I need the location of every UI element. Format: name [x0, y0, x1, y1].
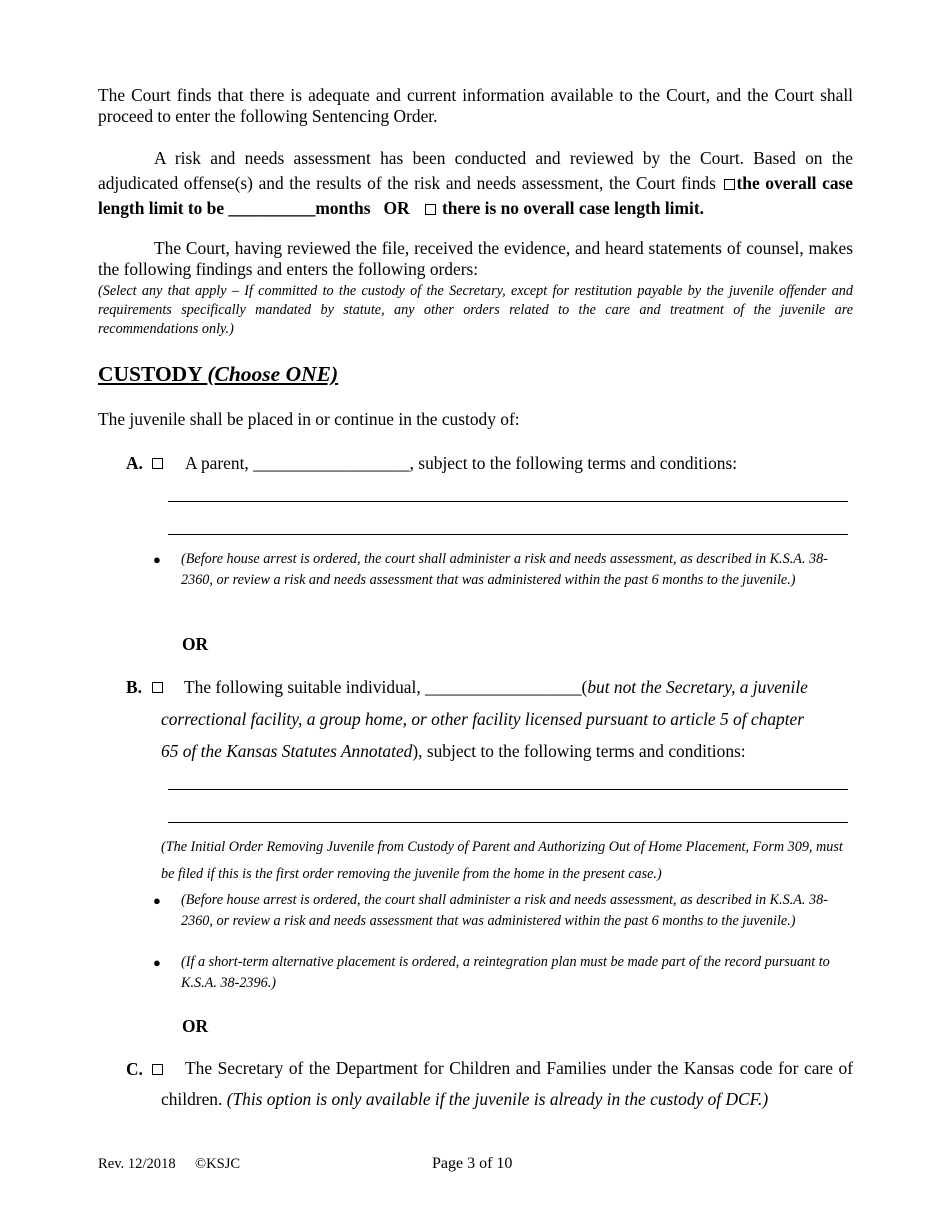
bullet-icon: ●	[153, 893, 161, 908]
option-b-text-1-italic: but not the Secretary, a juvenile	[587, 677, 808, 697]
bullet-icon: ●	[153, 552, 161, 567]
option-b-text-3: ), subject to the following terms and conditions:	[412, 741, 746, 761]
bullet-icon: ●	[153, 955, 161, 970]
copyright: ©KSJC	[195, 1156, 241, 1172]
custody-lead: The juvenile shall be placed in or continue in the custody of:	[98, 409, 520, 429]
option-b-text-1: The following suitable individual, __________________(	[184, 677, 588, 697]
option-b-text-3-italic: 65 of the Kansas Statutes Annotated	[161, 741, 413, 761]
intro-paragraph-3: The Court, having reviewed the file, received the evidence, and heard statements of counsel, makes the following findings and enters the following orders:	[98, 238, 853, 279]
custody-heading-title: CUSTODY	[98, 362, 202, 386]
option-b-conditions-line-2[interactable]	[168, 822, 848, 823]
option-c-text-main: The Secretary of the Department for Children and Families under the Kansas code for care of children.	[161, 1058, 853, 1109]
option-b-line-3	[161, 735, 853, 767]
option-b-line-1	[184, 671, 854, 703]
or-separator-1: OR	[182, 634, 209, 654]
assessment-text: A risk and needs assessment has been conducted and reviewed by the Court. Based on the adjudicated offense(s) and the results of the risk and needs assessment, the Court finds	[98, 148, 853, 193]
case-length-limit-label: the overall case length limit to be __________months	[98, 173, 854, 218]
no-case-length-limit-label: there is no overall case length limit.	[442, 198, 704, 218]
select-note: (Select any that apply – If committed to the custody of the Secretary, except for restitution payable by the juvenile offender and requirements specifically mandated by statute, any other orders related to the care and treatment of the juvenile are recommendations only.)	[98, 283, 853, 337]
revision-date: Rev. 12/2018	[98, 1156, 176, 1172]
or-separator-2: OR	[182, 1016, 209, 1036]
option-a-text: A parent, __________________, subject to the following terms and conditions:	[185, 453, 738, 473]
option-a-bullet-text: (Before house arrest is ordered, the court shall administer a risk and needs assessment, as described in K.S.A. 38-2360, or review a risk and needs assessment that was administered within the past 6 months to the juvenile.)	[181, 551, 828, 588]
option-a-conditions-line-2[interactable]	[168, 534, 848, 535]
option-a-letter: A.	[126, 453, 143, 473]
option-a-conditions-line-1[interactable]	[168, 501, 848, 502]
option-c-text-italic: (This option is only available if the juvenile is already in the custody of DCF.)	[226, 1089, 769, 1109]
intro-paragraph-2	[98, 146, 853, 221]
option-c-text	[161, 1053, 853, 1115]
custody-heading-choice: (Choose ONE)	[207, 362, 339, 386]
case-length-limit-checkbox[interactable]	[724, 179, 735, 190]
option-c-letter: C.	[126, 1059, 143, 1079]
or-label: OR	[383, 198, 410, 218]
page-number: Page 3 of 10	[432, 1155, 513, 1172]
option-b-form-note: (The Initial Order Removing Juvenile from Custody of Parent and Authorizing Out of Home Placement, Form 309, must be filed if this is the first order removing the juvenile from the home in the present case.)	[161, 839, 843, 882]
custody-heading	[98, 362, 338, 387]
no-case-length-limit-checkbox[interactable]	[425, 204, 436, 215]
option-b-line-2: correctional facility, a group home, or other facility licensed pursuant to article 5 of chapter	[161, 709, 805, 729]
option-b-bullet-2-text: (If a short-term alternative placement is ordered, a reintegration plan must be made part of the record pursuant to K.S.A. 38-2396.)	[181, 954, 830, 991]
option-b-checkbox[interactable]	[152, 682, 163, 693]
option-b-letter: B.	[126, 677, 142, 697]
option-a-checkbox[interactable]	[152, 458, 163, 469]
option-b-bullet-1-text: (Before house arrest is ordered, the court shall administer a risk and needs assessment, as described in K.S.A. 38-2360, or review a risk and needs assessment that was administered within the past 6 months to the juvenile.)	[181, 892, 828, 929]
option-b-conditions-line-1[interactable]	[168, 789, 848, 790]
intro-paragraph-1: The Court finds that there is adequate and current information available to the Court, and the Court shall proceed to enter the following Sentencing Order.	[98, 85, 853, 126]
